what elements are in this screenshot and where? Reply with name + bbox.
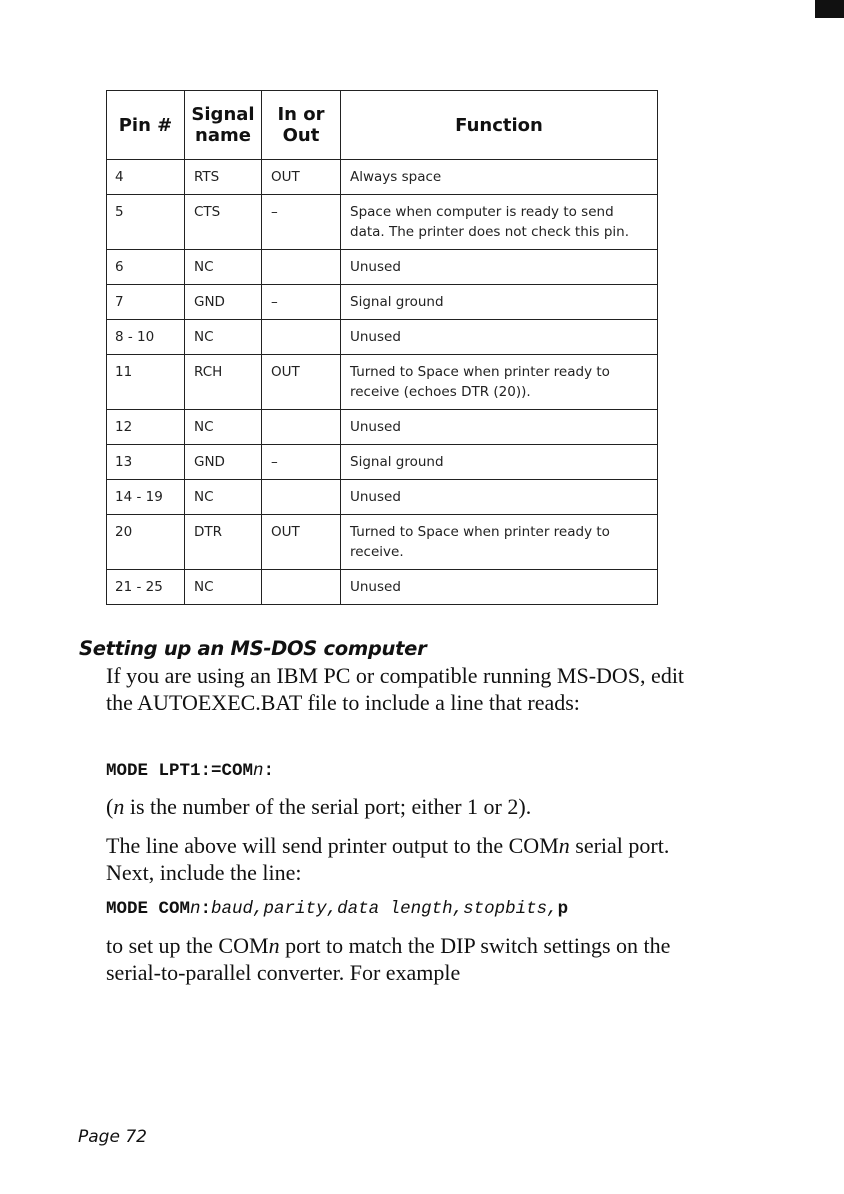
- pin-row: [107, 195, 658, 250]
- code-mode-lpt1: [106, 761, 274, 781]
- pin-cell: 8 - 10: [107, 320, 185, 355]
- code-variable-n: n: [190, 899, 201, 919]
- pin-cell: 11: [107, 355, 185, 410]
- variable-n: n: [113, 794, 125, 819]
- direction-cell: OUT: [262, 160, 341, 195]
- header-signal-name: Signal name: [185, 91, 262, 160]
- function-cell: Unused: [341, 410, 658, 445]
- code-suffix: :: [263, 761, 275, 781]
- pin-cell: 21 - 25: [107, 570, 185, 605]
- header-function: Function: [341, 91, 658, 160]
- pin-cell: 20: [107, 515, 185, 570]
- pin-row: [107, 320, 658, 355]
- pin-cell: 6: [107, 250, 185, 285]
- redirect-paragraph: The line above will send printer output to the COMn serial port. Next, include the line:: [106, 833, 670, 885]
- header-pin: Pin #: [107, 91, 185, 160]
- variable-n: n: [558, 833, 570, 858]
- direction-cell: OUT: [262, 355, 341, 410]
- direction-cell: [262, 410, 341, 445]
- function-cell: Unused: [341, 480, 658, 515]
- function-cell: Unused: [341, 250, 658, 285]
- direction-cell: –: [262, 445, 341, 480]
- direction-cell: –: [262, 195, 341, 250]
- function-cell: Turned to Space when printer ready to receive.: [341, 515, 658, 570]
- function-cell: Turned to Space when printer ready to receive (echoes DTR (20)).: [341, 355, 658, 410]
- pin-cell: 14 - 19: [107, 480, 185, 515]
- function-cell: Unused: [341, 570, 658, 605]
- signal-cell: GND: [185, 445, 262, 480]
- signal-cell: CTS: [185, 195, 262, 250]
- section-heading: Setting up an MS-DOS computer: [79, 637, 427, 660]
- pin-row: [107, 480, 658, 515]
- code-mode-com: MODE COMn:baud,parity,data length,stopbits,p: [106, 899, 569, 919]
- pin-row: [107, 160, 658, 195]
- pin-cell: 4: [107, 160, 185, 195]
- serial-port-note-text: is the number of the serial port; either 1 or 2).: [124, 794, 532, 819]
- signal-cell: RTS: [185, 160, 262, 195]
- pin-cell: 7: [107, 285, 185, 320]
- code-parameters: baud,parity,data length,stopbits,: [211, 899, 558, 919]
- function-cell: Signal ground: [341, 445, 658, 480]
- variable-n: n: [268, 933, 280, 958]
- pin-row: [107, 285, 658, 320]
- pin-row: [107, 355, 658, 410]
- signal-cell: RCH: [185, 355, 262, 410]
- function-cell: Unused: [341, 320, 658, 355]
- pin-table-header-row: [107, 91, 658, 160]
- dip-switch-paragraph: to set up the COMn port to match the DIP switch settings on the serial-to-parallel converter. For example: [106, 933, 671, 985]
- direction-cell: [262, 250, 341, 285]
- pin-row: [107, 445, 658, 480]
- pin-cell: 12: [107, 410, 185, 445]
- direction-cell: [262, 480, 341, 515]
- signal-cell: NC: [185, 410, 262, 445]
- pin-cell: 13: [107, 445, 185, 480]
- function-cell: Signal ground: [341, 285, 658, 320]
- header-in-or-out: In or Out: [262, 91, 341, 160]
- pin-row: [107, 410, 658, 445]
- signal-cell: DTR: [185, 515, 262, 570]
- signal-cell: NC: [185, 320, 262, 355]
- code-command: MODE LPT1:=COM: [106, 761, 254, 781]
- page-number: Page 72: [78, 1127, 147, 1147]
- signal-cell: NC: [185, 250, 262, 285]
- code-command: MODE COM: [106, 899, 191, 919]
- scan-corner-mark: [815, 0, 844, 18]
- direction-cell: OUT: [262, 515, 341, 570]
- pin-row: [107, 250, 658, 285]
- signal-cell: NC: [185, 480, 262, 515]
- function-cell: Always space: [341, 160, 658, 195]
- pin-table: [106, 90, 658, 605]
- pin-row: [107, 570, 658, 605]
- direction-cell: [262, 570, 341, 605]
- serial-port-note: (n is the number of the serial port; either 1 or 2).: [106, 794, 532, 819]
- direction-cell: [262, 320, 341, 355]
- signal-cell: NC: [185, 570, 262, 605]
- pin-row: [107, 515, 658, 570]
- signal-cell: GND: [185, 285, 262, 320]
- intro-paragraph: If you are using an IBM PC or compatible running MS-DOS, edit the AUTOEXEC.BAT file to include a line that reads:: [106, 663, 685, 715]
- code-variable-n: n: [253, 761, 264, 781]
- code-parameter-p: p: [557, 899, 569, 919]
- direction-cell: –: [262, 285, 341, 320]
- function-cell: Space when computer is ready to send data. The printer does not check this pin.: [341, 195, 658, 250]
- pin-cell: 5: [107, 195, 185, 250]
